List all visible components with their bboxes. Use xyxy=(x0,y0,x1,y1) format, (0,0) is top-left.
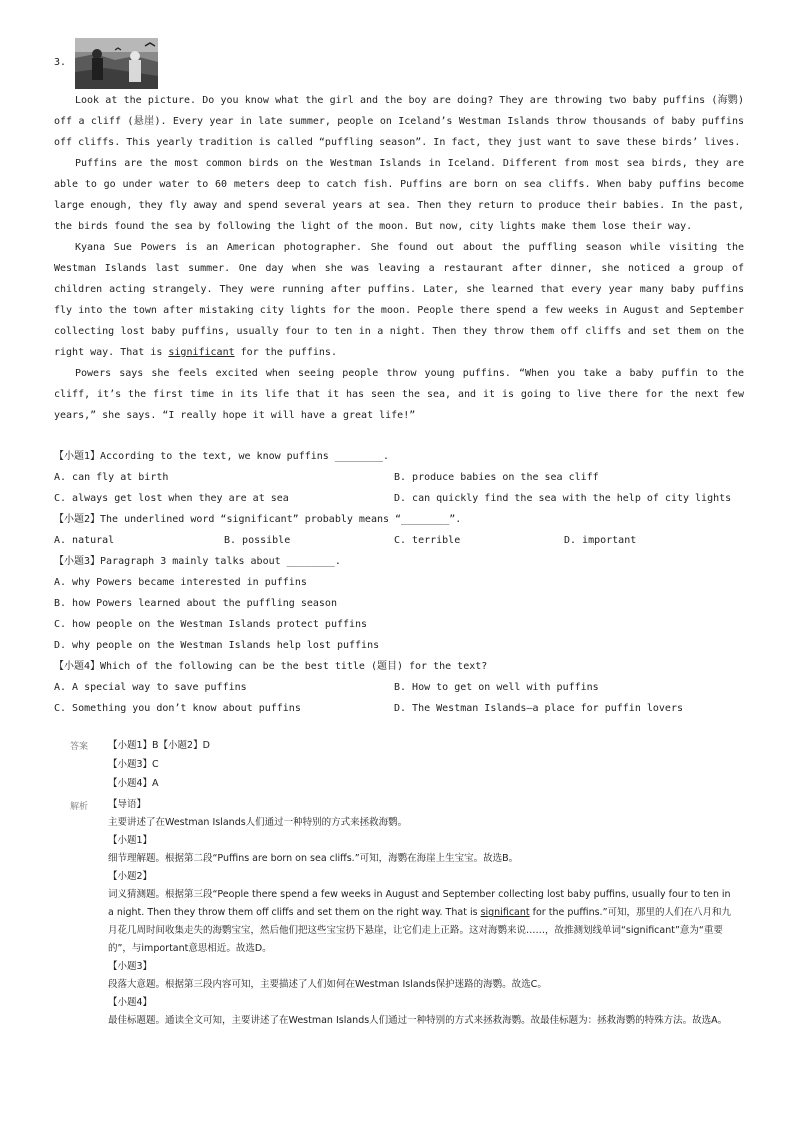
q3-option-c: C. how people on the Westman Islands protect puffins xyxy=(54,619,368,630)
q2-option-c: C. terrible xyxy=(394,535,461,546)
paragraph-3-text: Kyana Sue Powers is an American photographer. She found out about the puffling season while visiting the Westman Islands last summer. One day when she was leaving a restaurant after dinner, she noticed a group of children acting strangely. They were running after puffins. Later, she learned that every year many baby puffins fly into the town after mistaking city lights for the moon. People there spend a few weeks in August and September collecting lost baby puffins, usually four to ten in a night. Then they throw them off cliffs and set them on the right way. That is xyxy=(54,242,744,358)
analysis-q2 xyxy=(108,886,733,958)
paragraph-4: Powers says she feels excited when seeing people throw young puffins. “When you take a baby puffin to the cliff, it’s the first time in its life that it has seen the sea, and it is going to live there for the next few years,” she says. “I really hope it will have a great life!” xyxy=(54,368,744,421)
question-2-stem: 【小题2】The underlined word “significant” probably means “________”. xyxy=(54,514,462,525)
question-4-options-row-1 xyxy=(54,677,744,698)
analysis-underlined-word: significant xyxy=(480,907,530,918)
q1-option-d: D. can quickly find the sea with the help of city lights xyxy=(394,493,732,504)
question-3-stem: 【小题3】Paragraph 3 mainly talks about ________. xyxy=(54,556,341,567)
q4-option-d: D. The Westman Islands—a place for puffin lovers xyxy=(394,703,683,714)
question-4-options-row-2 xyxy=(54,698,744,719)
underlined-word: significant xyxy=(168,347,235,358)
analysis-q2-text-end: for the puffins.”可知，那里的人们在八月和九月花几周时间收集走失的海鹦宝宝，然后他们把这些宝宝扔下悬崖，让它们走上正路。这对海鹦来说……，故推测划线单词“significant”意为“重要的”，与important意思相近。故选D。 xyxy=(108,907,731,954)
q4-option-c: C. Something you don’t know about puffins xyxy=(54,703,301,714)
analysis-q1: 细节理解题。根据第二段“Puffins are born on sea cliffs.”可知，海鹦在海崖上生宝宝。故选B。 xyxy=(108,853,519,864)
q2-option-d: D. important xyxy=(564,535,637,546)
paragraph-1: Look at the picture. Do you know what the girl and the boy are doing? They are throwing two baby puffins (海鹦) off a cliff (悬崖). Every year in late summer, people on Iceland’s Westman Islands throw thousands of baby puffins off cliffs. This yearly tradition is called “puffling season”. In fact, they just want to save these birds’ lives. xyxy=(54,95,744,148)
answer-line-3: 【小题4】A xyxy=(108,778,159,789)
q1-option-c: C. always get lost when they are at sea xyxy=(54,493,289,504)
paragraph-3 xyxy=(54,237,744,363)
question-2-options xyxy=(54,530,744,551)
answer-key xyxy=(108,736,210,793)
analysis-q3-tag: 【小题3】 xyxy=(108,961,153,972)
analysis-q1-tag: 【小题1】 xyxy=(108,835,153,846)
analysis-q2-tag: 【小题2】 xyxy=(108,871,153,882)
q2-option-b: B. possible xyxy=(224,535,291,546)
paragraph-2: Puffins are the most common birds on the Westman Islands in Iceland. Different from most sea birds, they are able to go under water to 60 meters deep to catch fish. Puffins are born on sea cliffs. When baby puffins become large enough, they fly away and spend several years at sea. Then they return to produce their babies. In the past, the birds found the sea by following the light of the moon. But now, city lights make them lose their way. xyxy=(54,158,744,232)
question-number: 3. xyxy=(54,57,67,68)
analysis-label: 解析 xyxy=(70,802,89,812)
analysis-section xyxy=(108,796,733,1030)
puffin-photo xyxy=(75,38,158,89)
analysis-q4-tag: 【小题4】 xyxy=(108,997,153,1008)
analysis-intro-tag: 【导语】 xyxy=(108,799,147,810)
analysis-intro: 主要讲述了在Westman Islands人们通过一种特别的方式来拯救海鹦。 xyxy=(108,817,408,828)
question-1-options-row-1 xyxy=(54,467,744,488)
answer-label: 答案 xyxy=(70,742,89,752)
q4-option-a: A. A special way to save puffins xyxy=(54,682,247,693)
q3-option-b: B. how Powers learned about the puffling season xyxy=(54,598,337,609)
q1-option-b: B. produce babies on the sea cliff xyxy=(394,472,599,483)
analysis-q2-text: 词义猜测题。根据第三段“People there spend a few weeks in August and September collecting lost baby puffins, usually four to ten in a night. Then they throw them off cliffs and set them on the right way. That is xyxy=(108,889,731,918)
answer-line-2: 【小题3】C xyxy=(108,759,159,770)
q2-option-a: A. natural xyxy=(54,535,115,546)
answer-line-1: 【小题1】B【小题2】D xyxy=(108,740,210,751)
q1-option-a: A. can fly at birth xyxy=(54,472,169,483)
reading-passage xyxy=(54,90,744,426)
analysis-q3: 段落大意题。根据第三段内容可知，主要描述了人们如何在Westman Islands保护迷路的海鹦。故选C。 xyxy=(108,979,547,990)
question-1-stem: 【小题1】According to the text, we know puffins ________. xyxy=(54,451,390,462)
analysis-q4: 最佳标题题。通读全文可知，主要讲述了在Westman Islands人们通过一种特别的方式来拯救海鹦。故最佳标题为：拯救海鹦的特殊方法。故选A。 xyxy=(108,1015,728,1026)
questions-block xyxy=(54,446,744,719)
q4-option-b: B. How to get on well with puffins xyxy=(394,682,599,693)
q3-option-a: A. why Powers became interested in puffins xyxy=(54,577,307,588)
q3-option-d: D. why people on the Westman Islands help lost puffins xyxy=(54,640,380,651)
question-4-stem: 【小题4】Which of the following can be the best title (题目) for the text? xyxy=(54,661,488,672)
question-1-options-row-2 xyxy=(54,488,744,509)
paragraph-3-end: for the puffins. xyxy=(234,347,337,358)
